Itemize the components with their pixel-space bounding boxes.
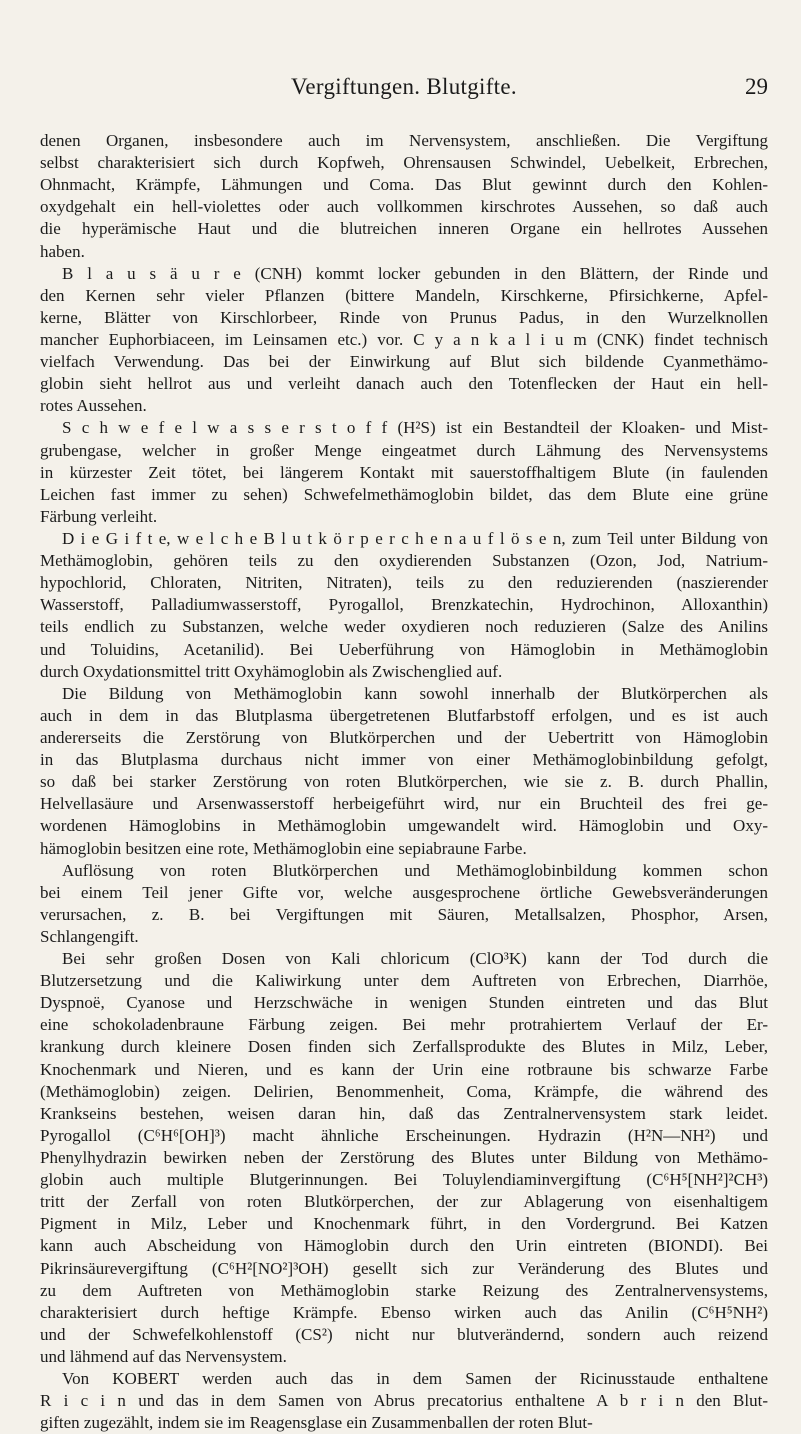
text-line: Schlangengift.: [40, 926, 139, 946]
text-line: Methämoglobin, gehören teils zu den oxydierenden Substanzen (Ozon, Jod, Natrium-: [40, 551, 768, 571]
text-line: Wasserstoff, Palladiumwasserstoff, Pyrogallol, Brenzkatechin, Hydrochinon, Alloxanthin): [40, 595, 768, 615]
text-line: Pyrogallol (C⁶H⁶[OH]³) macht ähnliche Erscheinungen. Hydrazin (H²N—NH²) und: [40, 1125, 768, 1145]
text-line: den Kernen sehr vieler Pflanzen (bittere Mandeln, Kirschkerne, Pfirsichkerne, Apfel-: [40, 285, 768, 305]
text-line: vielfach Verwendung. Das bei der Einwirkung auf Blut sich bildende Cyanmethämo-: [40, 352, 768, 372]
page-number: 29: [745, 74, 768, 99]
text-line: Dyspnoë, Cyanose und Herzschwäche in wenigen Stunden eintreten und das Blut: [40, 993, 768, 1013]
text-line: wordenen Hämoglobins in Methämoglobin umgewandelt wird. Hämoglobin und Oxy-: [40, 816, 768, 836]
text-line: hypochlorid, Chloraten, Nitriten, Nitraten), teils zu den reduzierenden (naszierender: [40, 573, 768, 593]
text-line: R i c i n und das in dem Samen von Abrus precatorius enthaltene A b r i n den Blut-: [40, 1391, 768, 1411]
text-line: Blutzersetzung und die Kaliwirkung unter dem Auftreten von Erbrechen, Diarrhöe,: [40, 971, 768, 991]
text-line: globin sieht hellrot aus und verleiht danach auch den Totenflecken der Haut ein hell-: [40, 374, 768, 394]
text-line: haben.: [40, 241, 85, 261]
text-line: kerne, Blätter von Kirschlorbeer, Rinde von Prunus Padus, in den Wurzelknollen: [40, 307, 768, 327]
text-line: und Toluidins, Acetanilid). Bei Ueberführung von Hämoglobin in Methämoglobin: [40, 639, 768, 659]
text-line: Knochenmark und Nieren, und es kann der Urin eine rotbraune bis schwarze Farbe: [40, 1059, 768, 1079]
text-line: S c h w e f e l w a s s e r s t o f f (H²S) ist ein Bestandteil der Kloaken- und Mist-: [62, 418, 768, 438]
text-line: tritt der Zerfall von roten Blutkörperchen, der zur Ablagerung von eisenhaltigem: [40, 1192, 768, 1212]
text-line: durch Oxydationsmittel tritt Oxyhämoglobin als Zwischenglied auf.: [40, 661, 503, 681]
text-line: selbst charakterisiert sich durch Kopfweh, Ohrensausen Schwindel, Uebelkeit, Erbrechen,: [40, 153, 768, 173]
text-line: und der Schwefelkohlenstoff (CS²) nicht nur blutverändernd, sondern auch reizend: [40, 1324, 768, 1344]
text-line: B l a u s ä u r e (CNH) kommt locker gebunden in den Blättern, der Rinde und: [62, 263, 768, 283]
text-line: D i e G i f t e, w e l c h e B l u t k ö r p e r c h e n a u f l ö s e n, zum Teil unter Bildung von: [62, 528, 768, 548]
text-line: mancher Euphorbiaceen, im Leinsamen etc.) vor. C y a n k a l i u m (CNK) findet technisch: [40, 329, 768, 349]
text-line: oxydgehalt ein hell-violettes oder auch vollkommen kirschrotes Aussehen, so daß auch: [40, 197, 768, 217]
text-line: globin auch multiple Blutgerinnungen. Bei Toluylendiaminvergiftung (C⁶H⁵[NH²]²CH³): [40, 1170, 768, 1190]
text-line: Bei sehr großen Dosen von Kali chloricum (ClO³K) kann der Tod durch die: [62, 949, 768, 969]
text-line: in das Blutplasma durchaus nicht immer von einer Methämoglobinbildung gefolgt,: [40, 750, 768, 770]
text-line: denen Organen, insbesondere auch im Nervensystem, anschließen. Die Vergiftung: [40, 131, 768, 150]
text-line: zu dem Auftreten von Methämoglobin starke Reizung des Zentralnervensystems,: [40, 1280, 768, 1300]
text-line: Krankseins bestehen, weisen daran hin, daß das Zentralnervensystem stark leidet.: [40, 1103, 768, 1123]
running-title: Vergiftungen. Blutgifte.: [291, 74, 517, 99]
body-text: [40, 130, 768, 1434]
text-line: und lähmend auf das Nervensystem.: [40, 1347, 287, 1367]
text-line: Phenylhydrazin bewirken neben der Zerstörung des Blutes unter Bildung von Methämo-: [40, 1148, 768, 1168]
text-line: Helvellasäure und Arsenwasserstoff herbeigeführt wird, nur ein Bruchteil des frei ge-: [40, 794, 768, 814]
text-line: teils endlich zu Substanzen, welche weder oxydieren noch reduzieren (Salze des Anilins: [40, 617, 768, 637]
text-line: charakterisiert durch heftige Krämpfe. Ebenso wirken auch das Anilin (C⁶H⁵NH²): [40, 1302, 768, 1322]
text-line: in kürzester Zeit tötet, bei längerem Kontakt mit sauerstoffhaltigem Blute (in faulenden: [40, 462, 768, 482]
text-line: die hyperämische Haut und die blutreichen inneren Organe ein hellrotes Aussehen: [40, 219, 768, 239]
text-line: bei einem Teil jener Gifte vor, welche ausgesprochene örtliche Gewebsveränderungen: [40, 882, 768, 902]
running-head: [40, 74, 768, 110]
text-line: Von KOBERT werden auch das in dem Samen der Ricinusstaude enthaltene: [62, 1369, 768, 1389]
text-line: andererseits die Zerstörung von Blutkörperchen und der Uebertritt von Hämoglobin: [40, 727, 768, 747]
text-line: grubengase, welcher in großer Menge eingeatmet durch Lähmung des Nervensystems: [40, 440, 768, 460]
text-line: rotes Aussehen.: [40, 396, 147, 416]
text-line: Pikrinsäurevergiftung (C⁶H²[NO²]³OH) gesellt sich zur Veränderung des Blutes und: [40, 1258, 768, 1278]
text-line: verursachen, z. B. bei Vergiftungen mit Säuren, Metallsalzen, Phosphor, Arsen,: [40, 904, 768, 924]
text-line: Pigment in Milz, Leber und Knochenmark führt, in den Vordergrund. Bei Katzen: [40, 1214, 768, 1234]
text-line: eine schokoladenbraune Färbung zeigen. Bei mehr protrahiertem Verlauf der Er-: [40, 1015, 768, 1035]
text-line: auch in dem in das Blutplasma übergetretenen Blutfarbstoff erfolgen, und es ist auch: [40, 705, 768, 725]
text-line: Die Bildung von Methämoglobin kann sowohl innerhalb der Blutkörperchen als: [62, 683, 768, 703]
text-line: kann auch Abscheidung von Hämoglobin durch den Urin eintreten (BIONDI). Bei: [40, 1236, 768, 1256]
text-line: Auflösung von roten Blutkörperchen und Methämoglobinbildung kommen schon: [62, 860, 768, 880]
text-line: so daß bei starker Zerstörung von roten Blutkörperchen, wie sie z. B. durch Phallin,: [40, 772, 768, 792]
text-line: krankung durch kleinere Dosen finden sich Zerfallsprodukte des Blutes in Milz, Leber,: [40, 1037, 768, 1057]
text-line: giften zugezählt, indem sie im Reagensglase ein Zusammenballen der roten Blut-: [40, 1413, 593, 1433]
text-line: Färbung verleiht.: [40, 506, 158, 526]
text-line: (Methämoglobin) zeigen. Delirien, Benommenheit, Coma, Krämpfe, die während des: [40, 1081, 768, 1101]
text-line: hämoglobin besitzen eine rote, Methämoglobin eine sepiabraune Farbe.: [40, 838, 527, 858]
text-line: Leichen fast immer zu sehen) Schwefelmethämoglobin bildet, das dem Blute eine grüne: [40, 484, 768, 504]
text-line: Ohnmacht, Krämpfe, Lähmungen und Coma. Das Blut gewinnt durch den Kohlen-: [40, 175, 768, 195]
